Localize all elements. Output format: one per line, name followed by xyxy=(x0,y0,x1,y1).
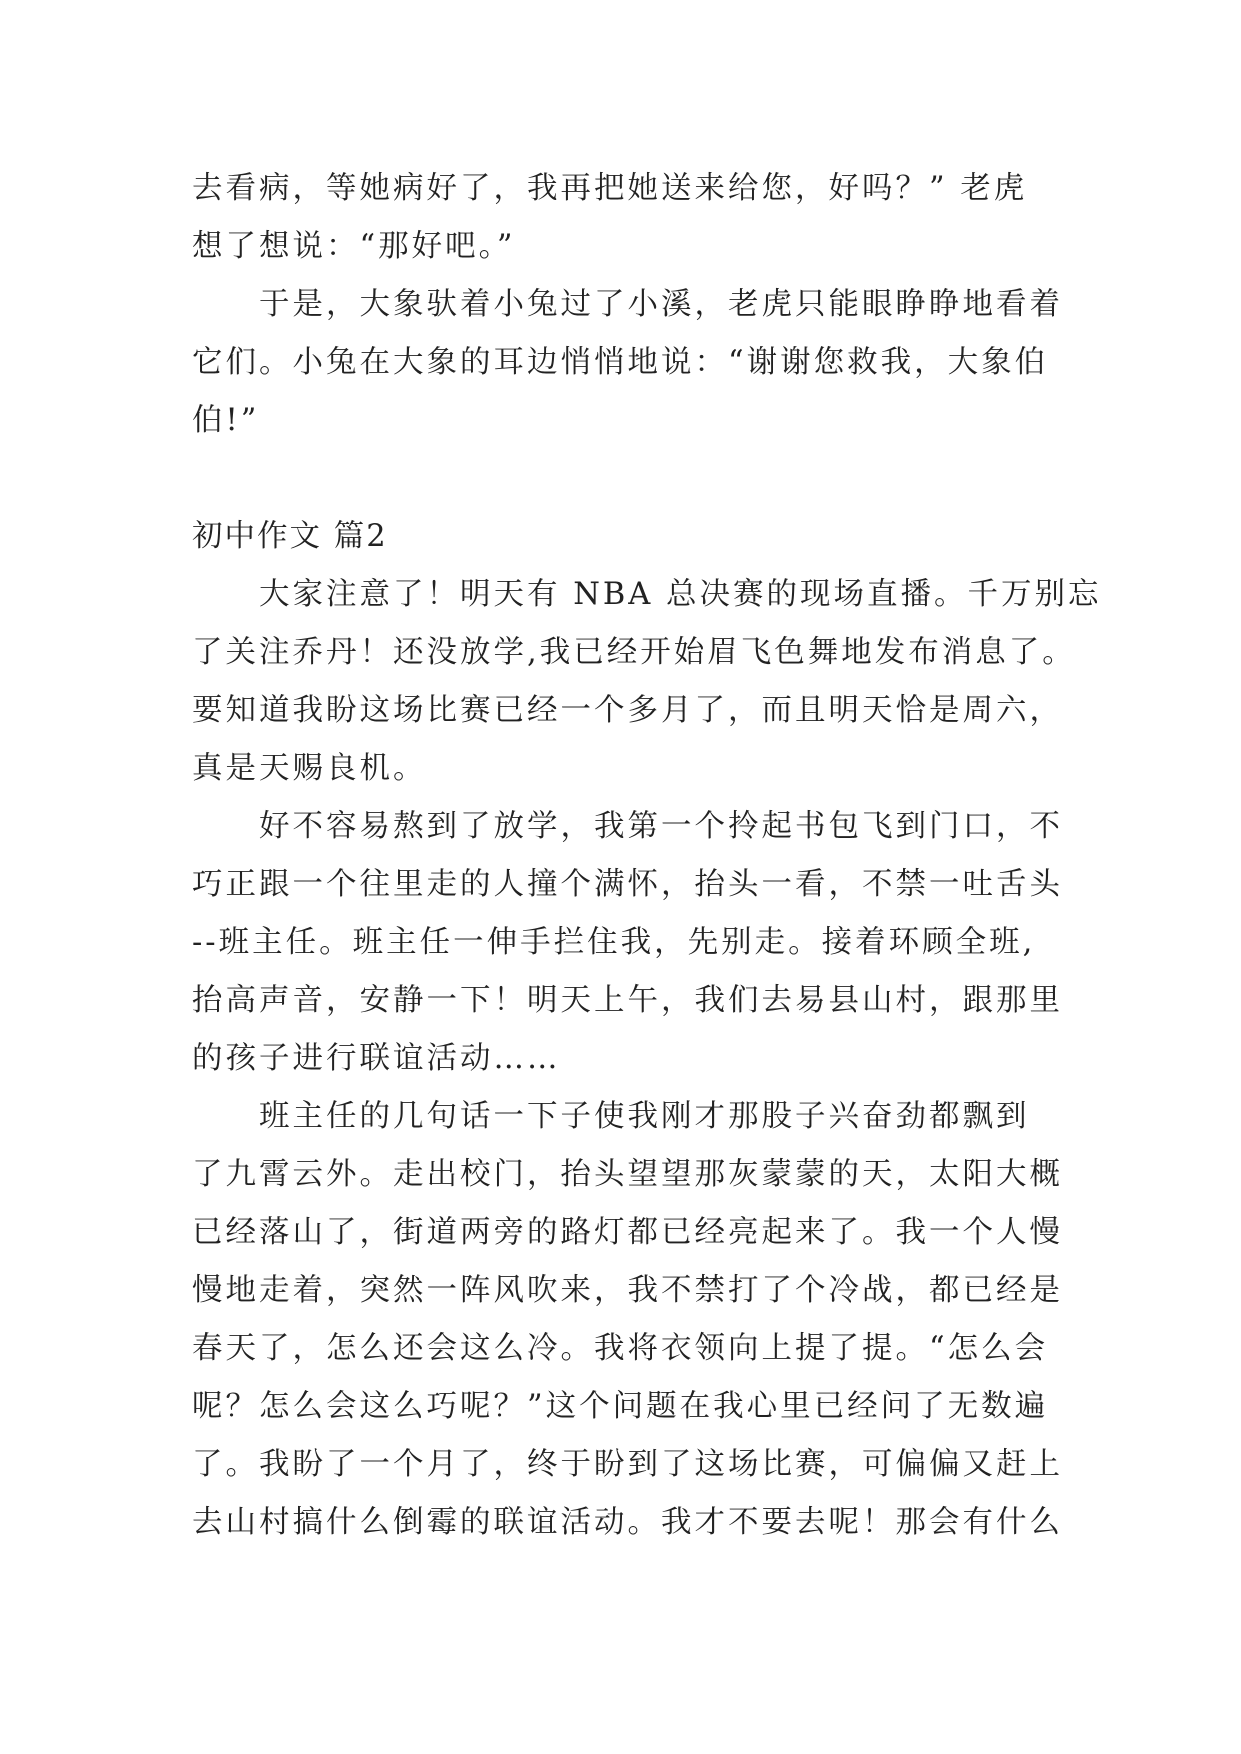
text-line: 抬高声音，安静一下！明天上午，我们去易县山村，跟那里 xyxy=(192,983,1063,1018)
text-line: 了关注乔丹！还没放学,我已经开始眉飞色舞地发布消息了。 xyxy=(192,635,1076,670)
text-line: 去山村搞什么倒霉的联谊活动。我才不要去呢！那会有什么 xyxy=(192,1505,1063,1540)
section-heading: 初中作文 篇2 xyxy=(192,519,388,554)
text-line: 大家注意了！明天有 NBA 总决赛的现场直播。千万别忘 xyxy=(192,577,1102,612)
text-line: 已经落山了，街道两旁的路灯都已经亮起来了。我一个人慢 xyxy=(192,1215,1063,1250)
text-line: --班主任。班主任一伸手拦住我，先别走。接着环顾全班, xyxy=(192,925,1036,960)
text-line: 要知道我盼这场比赛已经一个多月了，而且明天恰是周六， xyxy=(192,693,1063,728)
document-body xyxy=(192,160,1102,1552)
text-line: 班主任的几句话一下子使我刚才那股子兴奋劲都飘到 xyxy=(192,1099,1030,1134)
text-line: 于是，大象驮着小兔过了小溪，老虎只能眼睁睁地看着 xyxy=(192,287,1063,322)
text-line: 呢？怎么会这么巧呢？”这个问题在我心里已经问了无数遍 xyxy=(192,1389,1049,1424)
text-line: 去看病，等她病好了，我再把她送来给您，好吗？” 老虎 xyxy=(192,171,1028,206)
text-line: 春天了，怎么还会这么冷。我将衣领向上提了提。“怎么会 xyxy=(192,1331,1049,1366)
text-line: 了九霄云外。走出校门，抬头望望那灰蒙蒙的天，太阳大概 xyxy=(192,1157,1063,1192)
text-line: 伯!” xyxy=(192,403,260,438)
text-line: 真是天赐良机。 xyxy=(192,751,427,786)
text-line: 巧正跟一个往里走的人撞个满怀，抬头一看，不禁一吐舌头 xyxy=(192,867,1063,902)
text-line: 好不容易熬到了放学，我第一个拎起书包飞到门口，不 xyxy=(192,809,1063,844)
text-line: 它们。小兔在大象的耳边悄悄地说：“谢谢您救我，大象伯 xyxy=(192,345,1049,380)
text-line: 想了想说：“那好吧。” xyxy=(192,229,516,264)
text-line: 慢地走着，突然一阵风吹来，我不禁打了个冷战，都已经是 xyxy=(192,1273,1063,1308)
section-gap xyxy=(192,450,1072,508)
text-line: 了。我盼了一个月了，终于盼到了这场比赛，可偏偏又赶上 xyxy=(192,1447,1063,1482)
text-line: 的孩子进行联谊活动…… xyxy=(192,1041,561,1076)
